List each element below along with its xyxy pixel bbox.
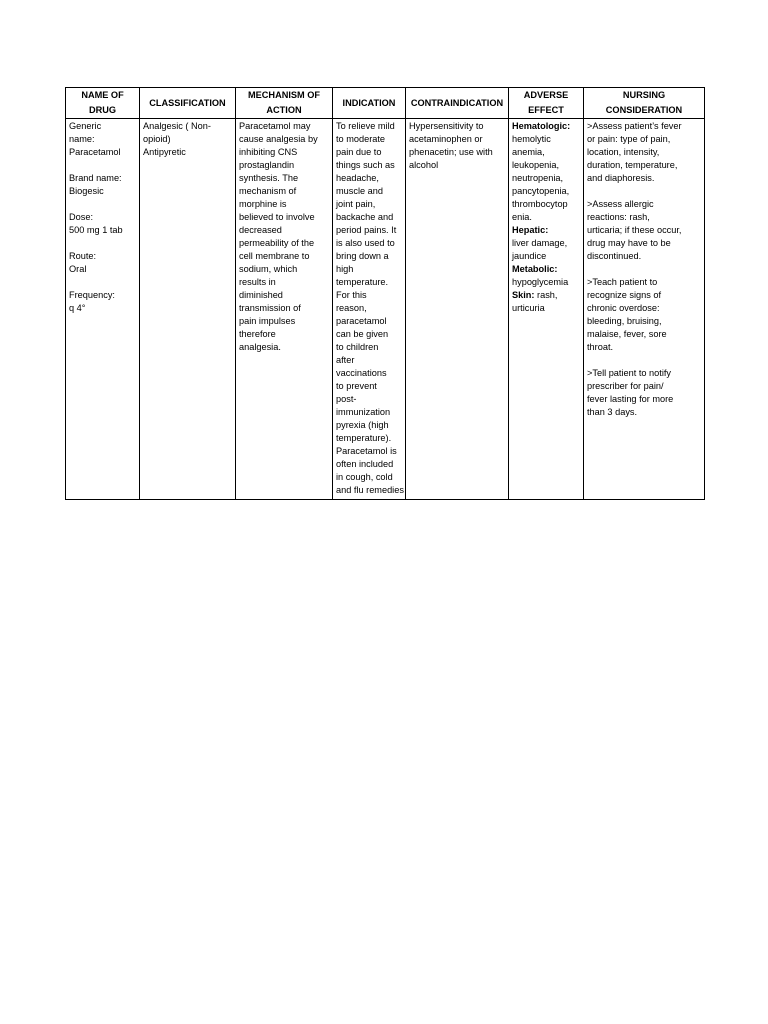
adverse-effect-line bbox=[512, 263, 580, 276]
adverse-effect-text: pancytopenia, bbox=[512, 186, 570, 196]
header-indication: INDICATION bbox=[333, 88, 406, 119]
adverse-effect-text: liver damage, bbox=[512, 238, 568, 248]
cell-text-line: paracetamol bbox=[336, 316, 387, 326]
cell-text-line: prostaglandin bbox=[239, 160, 295, 170]
adverse-effect-line bbox=[512, 172, 580, 185]
cell-adverse-effect bbox=[509, 119, 584, 500]
cell-contraindication bbox=[406, 119, 509, 500]
cell-text-line: reactions: rash, bbox=[587, 212, 650, 222]
cell-text-line: high bbox=[336, 264, 354, 274]
cell-text-line: Paracetamol may bbox=[239, 121, 311, 131]
cell-text-line: >Assess patient’s fever bbox=[587, 121, 682, 131]
cell-text-line: analgesia. bbox=[239, 342, 281, 352]
cell-name-of-drug bbox=[66, 119, 140, 500]
header-nursing-consideration: NURSING CONSIDERATION bbox=[584, 88, 705, 119]
cell-text-line: pain impulses bbox=[239, 316, 296, 326]
cell-text-line: bring down a bbox=[336, 251, 389, 261]
cell-text-line: diminished bbox=[239, 290, 283, 300]
cell-text-line: phenacetin; use with bbox=[409, 147, 493, 157]
cell-text-line: >Teach patient to bbox=[587, 277, 658, 287]
cell-text-line: to children bbox=[336, 342, 379, 352]
cell-text-line: vaccinations bbox=[336, 368, 387, 378]
cell-text-line: Dose: bbox=[69, 212, 94, 222]
cell-text-line: chronic overdose: bbox=[587, 303, 660, 313]
cell-text-line: pyrexia (high bbox=[336, 420, 389, 430]
cell-text-line: Analgesic ( Non- bbox=[143, 121, 211, 131]
cell-text-line: temperature. bbox=[336, 277, 389, 287]
cell-text-line: morphine is bbox=[239, 199, 287, 209]
header-adverse-effect: ADVERSE EFFECT bbox=[509, 88, 584, 119]
cell-text-line: drug may have to be bbox=[587, 238, 671, 248]
adverse-effect-text: rash, bbox=[534, 290, 558, 300]
cell-text-line: and flu remedies bbox=[336, 485, 404, 495]
cell-text-line: prescriber for pain/ bbox=[587, 381, 664, 391]
cell-text-line: Brand name: bbox=[69, 173, 122, 183]
cell-text-line: Frequency: bbox=[69, 290, 115, 300]
cell-text-line: reason, bbox=[336, 303, 367, 313]
cell-text-line: opioid) bbox=[143, 134, 171, 144]
cell-text-line: alcohol bbox=[409, 160, 439, 170]
adverse-effect-line bbox=[512, 250, 580, 263]
drug-study-table bbox=[65, 87, 705, 500]
cell-text-line: Generic bbox=[69, 121, 102, 131]
cell-text-line: cell membrane to bbox=[239, 251, 310, 261]
adverse-effect-line bbox=[512, 198, 580, 211]
adverse-effect-line bbox=[512, 224, 580, 237]
adverse-effect-text: enia. bbox=[512, 212, 532, 222]
cell-text-line: mechanism of bbox=[239, 186, 297, 196]
adverse-effect-line bbox=[512, 237, 580, 250]
adverse-effect-text: thrombocytop bbox=[512, 199, 568, 209]
header-mechanism-of-action: MECHANISM OF ACTION bbox=[236, 88, 333, 119]
cell-text-line: Paracetamol bbox=[69, 147, 121, 157]
cell-text-line: synthesis. The bbox=[239, 173, 299, 183]
cell-mechanism-of-action bbox=[236, 119, 333, 500]
adverse-effect-line bbox=[512, 276, 580, 289]
cell-text-line: Paracetamol is bbox=[336, 446, 397, 456]
cell-text-line: Route: bbox=[69, 251, 97, 261]
cell-text-line: things such as bbox=[336, 160, 395, 170]
cell-text-line: name: bbox=[69, 134, 95, 144]
adverse-effect-line bbox=[512, 211, 580, 224]
cell-text-line: >Tell patient to notify bbox=[587, 368, 672, 378]
cell-text-line: period pains. It bbox=[336, 225, 397, 235]
adverse-effect-line bbox=[512, 146, 580, 159]
adverse-effect-text: anemia, bbox=[512, 147, 545, 157]
cell-text-line: therefore bbox=[239, 329, 276, 339]
adverse-effect-category: Hepatic: bbox=[512, 225, 549, 235]
header-contraindication: CONTRAINDICATION bbox=[406, 88, 509, 119]
cell-text-line: backache and bbox=[336, 212, 394, 222]
cell-text-line: than 3 days. bbox=[587, 407, 638, 417]
adverse-effect-text: jaundice bbox=[512, 251, 547, 261]
adverse-effect-category: Hematologic: bbox=[512, 121, 571, 131]
cell-text-line: in cough, cold bbox=[336, 472, 393, 482]
cell-text-line: results in bbox=[239, 277, 276, 287]
adverse-effect-text: hemolytic bbox=[512, 134, 551, 144]
cell-text-line: recognize signs of bbox=[587, 290, 662, 300]
adverse-effect-text: hypoglycemia bbox=[512, 277, 569, 287]
adverse-effect-line bbox=[512, 302, 580, 315]
cell-text-line: sodium, which bbox=[239, 264, 298, 274]
cell-text-line: Hypersensitivity to bbox=[409, 121, 484, 131]
cell-text-line: decreased bbox=[239, 225, 282, 235]
cell-text-line: or pain: type of pain, bbox=[587, 134, 671, 144]
cell-text-line: urticaria; if these occur, bbox=[587, 225, 682, 235]
cell-text-line: headache, bbox=[336, 173, 379, 183]
cell-text-line: To relieve mild bbox=[336, 121, 395, 131]
cell-text-line: is also used to bbox=[336, 238, 395, 248]
cell-text-line: location, intensity, bbox=[587, 147, 660, 157]
adverse-effect-text: neutropenia, bbox=[512, 173, 564, 183]
adverse-effect-line bbox=[512, 133, 580, 146]
cell-indication bbox=[333, 119, 406, 500]
adverse-effect-line bbox=[512, 159, 580, 172]
adverse-effect-line bbox=[512, 289, 580, 302]
cell-nursing-consideration bbox=[584, 119, 705, 500]
cell-text-line: after bbox=[336, 355, 355, 365]
cell-text-line: For this bbox=[336, 290, 367, 300]
cell-text-line: to prevent bbox=[336, 381, 377, 391]
cell-text-line: permeability of the bbox=[239, 238, 315, 248]
cell-text-line: post- bbox=[336, 394, 357, 404]
cell-text-line: to moderate bbox=[336, 134, 386, 144]
cell-text-line: q 4° bbox=[69, 303, 86, 313]
cell-text-line: immunization bbox=[336, 407, 391, 417]
table-row bbox=[66, 119, 705, 500]
adverse-effect-text: leukopenia, bbox=[512, 160, 559, 170]
cell-text-line: >Assess allergic bbox=[587, 199, 654, 209]
blank-line bbox=[69, 237, 136, 250]
cell-text-line: and diaphoresis. bbox=[587, 173, 655, 183]
cell-text-line: muscle and bbox=[336, 186, 383, 196]
cell-text-line: Biogesic bbox=[69, 186, 104, 196]
adverse-effect-line bbox=[512, 120, 580, 133]
cell-text-line: bleeding, bruising, bbox=[587, 316, 662, 326]
blank-line bbox=[587, 185, 701, 198]
blank-line bbox=[69, 276, 136, 289]
cell-text-line: throat. bbox=[587, 342, 614, 352]
cell-text-line: Oral bbox=[69, 264, 87, 274]
cell-text-line: Antipyretic bbox=[143, 147, 186, 157]
cell-text-line: temperature). bbox=[336, 433, 392, 443]
cell-text-line: inhibiting CNS bbox=[239, 147, 298, 157]
cell-text-line: joint pain, bbox=[336, 199, 376, 209]
cell-text-line: malaise, fever, sore bbox=[587, 329, 667, 339]
cell-text-line: acetaminophen or bbox=[409, 134, 483, 144]
adverse-effect-category: Skin: bbox=[512, 290, 535, 300]
header-name-of-drug: NAME OF DRUG bbox=[66, 88, 140, 119]
blank-line bbox=[587, 354, 701, 367]
adverse-effect-text: urticuria bbox=[512, 303, 545, 313]
cell-text-line: duration, temperature, bbox=[587, 160, 678, 170]
blank-line bbox=[587, 263, 701, 276]
cell-text-line: cause analgesia by bbox=[239, 134, 318, 144]
blank-line bbox=[69, 198, 136, 211]
adverse-effect-line bbox=[512, 185, 580, 198]
cell-text-line: 500 mg 1 tab bbox=[69, 225, 123, 235]
cell-text-line: can be given bbox=[336, 329, 389, 339]
header-classification: CLASSIFICATION bbox=[140, 88, 236, 119]
blank-line bbox=[69, 159, 136, 172]
cell-text-line: discontinued. bbox=[587, 251, 642, 261]
cell-classification bbox=[140, 119, 236, 500]
header-row bbox=[66, 88, 705, 119]
cell-text-line: fever lasting for more bbox=[587, 394, 674, 404]
cell-text-line: often included bbox=[336, 459, 394, 469]
cell-text-line: transmission of bbox=[239, 303, 301, 313]
cell-text-line: pain due to bbox=[336, 147, 382, 157]
cell-text-line: believed to involve bbox=[239, 212, 315, 222]
adverse-effect-category: Metabolic: bbox=[512, 264, 558, 274]
